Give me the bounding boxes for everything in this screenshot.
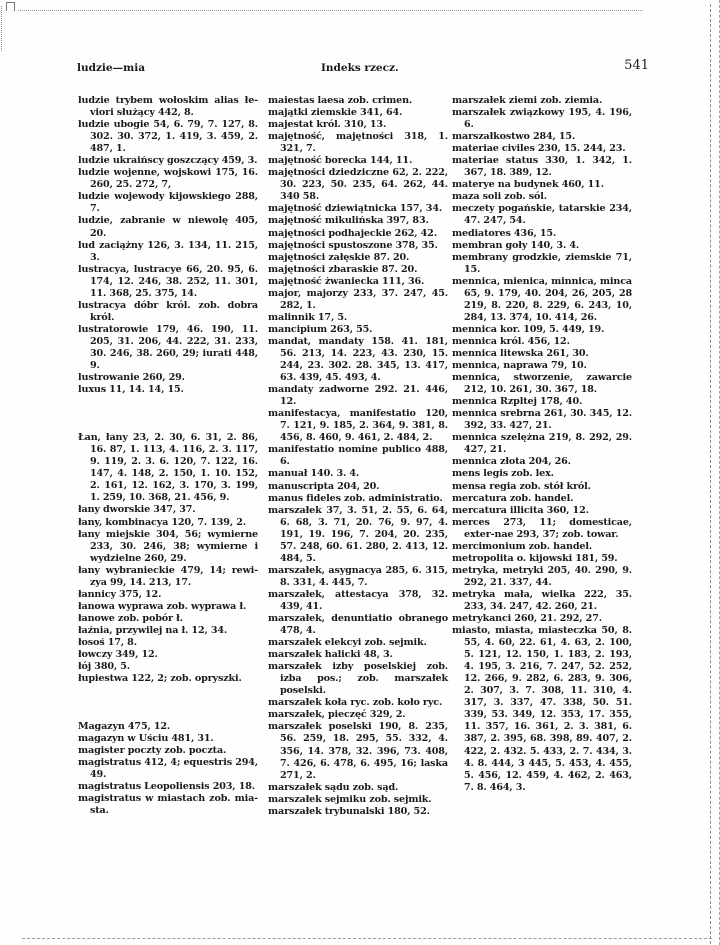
index-entry: marszałek trybunalski 180, 52. [268,805,430,817]
index-entry: materiae civiles 230, 15. 244, 23. [452,143,626,155]
index-entry: manus fideles zob. administratio. [268,492,443,504]
index-entry: metropolita o. kijowski 181, 59. [452,552,618,564]
index-entry: mensa regia zob. stół król. [452,480,591,492]
index-entry: miasto, miasta, miasteczka 50, 8. 55, 4. 60, 22. 61, 4. 63, 2. 100, 5. 121, 12. 150, 1. 183, 2. 193, 4. 195, 3. 216, 7. 247, 52. 252, 12. 266, 9. 282, 6. 283, 9. 306, 2. 307, 3. 7. 308, 11. 310, 4. 317, 3. 337, 47. 338, 50. 51. 339, 53. 349, 12. 353, 17. 355, 11. 357, 16. 361, 2. 3. 381, 6. 387, 2. 395, 68. 398, 89. 407, 2. 422, 2. 432. 5. 433, 2. 7. 434, 3. 4. 8. 444, 3 445, 5. 453, 4. 455, 5. 456, 12. 459, 4. 462, 2. 463, 7. 8. 464, 3. [452,625,632,793]
index-entry: lustratorowie 179, 46. 190, 11. 205, 31. 206, 44. 222, 31. 233, 30. 246, 38. 260, 29; iurati 448, 9. [78,323,258,372]
index-entry: marszałek izby poselskiej zob. izba pos.; zob. marszałek poselski. [268,661,448,697]
index-entry: marszałek 37, 3. 51, 2. 55, 6. 64, 6. 68, 3. 71, 20. 76, 9. 97, 4. 191, 19. 196, 7. 204, 20. 235, 57. 248, 60. 61. 280, 2. 413, 12. 484, 5. [268,504,448,564]
index-entry: łanowa wyprawa zob. wyprawa ł. [78,600,247,612]
index-entry: metryka, metryki 205, 40. 290, 9. 292, 21. 337, 44. [452,564,632,588]
index-entry: manuał 140. 3. 4. [268,468,360,480]
scan-border-top [18,10,643,11]
index-entry: majętności załęskie 87. 20. [268,251,410,263]
index-entry: łany, kombinacya 120, 7. 139, 2. [78,516,246,528]
index-entry: mennica, mienica, minnica, minca 65, 9. 179, 40. 204, 26, 205, 28 219, 8. 220, 8. 229, 6. 243, 10, 284, 13. 374, 10. 414, 26. [452,275,633,323]
index-entry: metryka mała, wielka 222, 35. 233, 34. 247, 42. 260, 21. [452,588,632,612]
index-entry: łaźnia, przywilej na ł. 12, 34. [78,624,228,636]
index-entry: mercimonium zob. handel. [452,540,593,552]
index-entry: majętność mikulińska 397, 83. [268,215,429,227]
letter-section-gap [78,685,258,721]
index-entry: majętność borecka 144, 11. [268,155,413,167]
index-entry: łosoś 17, 8. [78,636,137,648]
index-entry: membran goły 140, 3. 4. [452,239,580,251]
index-entry: marszałek, asygnacya 285, 6. 315, 8. 331, 4. 445, 7. [268,564,448,588]
index-entry: mandaty zadworne 292. 21. 446, 12. [268,384,448,408]
index-entry: mennica Rzpltej 178, 40. [452,396,583,408]
index-entry: magistratus 412, 4; equestris 294, 49. [78,757,258,781]
index-entry: marszałek, denuntiatio obranego 478, 4. [268,613,448,637]
index-entry: lustrowanie 260, 29. [78,372,185,384]
index-entry: lustracya dóbr król. zob. dobra król. [78,299,258,323]
index-entry: meczety pogańskie, tatarskie 234, 47. 247, 54. [452,203,632,227]
index-entry: lustracya, lustracye 66, 20. 95, 6. 174, 12. 246, 38. 252, 11. 301, 11. 368, 25. 375, 14. [78,263,258,299]
letter-section-gap [78,396,258,432]
index-entry: marszałek sądu zob. sąd. [268,781,399,793]
index-entry: mennica, stworzenie, zawarcie 212, 10. 261, 30. 367, 18. [452,372,632,396]
index-column-1 [78,95,258,818]
index-entry: majętność, majętności 318, 1. 321, 7. [268,131,448,155]
index-entry: ludzie ukraińscy goszczący 459, 3. [78,155,258,167]
index-entry: łany wybranieckie 479, 14; rewi-zya 99, 14. 213, 17. [78,564,258,588]
running-head-left: ludzie—mia [77,62,145,74]
index-entry: materiae status 330, 1. 342, 1. 367, 18. 389, 12. [452,155,632,179]
index-entry: mennica srebrna 261, 30. 345, 12. 392, 33. 427, 21. [452,408,632,432]
index-entry: łowczy 349, 12. [78,649,158,661]
entry-group [78,95,258,396]
index-entry: łupiestwa 122, 2; zob. opryszki. [78,673,242,685]
index-entry: magistratus Leopoliensis 203, 18. [78,781,255,793]
index-entry: łanowe zob. pobór ł. [78,612,183,624]
index-entry: mens legis zob. lex. [452,468,554,480]
index-entry: manifestatio nomine publico 488, 6. [268,444,448,468]
index-entry: maiestas laesa zob. crimen. [268,95,413,106]
index-entry: magister poczty zob. poczta. [78,745,227,757]
index-entry: marszałek elekcyi zob. sejmik. [268,637,427,649]
index-entry: mennica szelężna 219, 8. 292, 29. 427, 21. [452,432,632,456]
index-entry: marszałek halicki 48, 3. [268,649,393,661]
index-entry: mancipium 263, 55. [268,323,373,335]
index-entry: mediatores 436, 15. [452,227,557,239]
scan-corner-mark [6,2,15,11]
index-entry: majętności zbaraskie 87. 20. [268,263,418,275]
index-entry: ludzie wojewody kijowskiego 288, 7. [78,191,258,215]
index-entry: Magazyn 475, 12. [78,721,171,733]
page-header [77,58,652,78]
index-entry: marszałkostwo 284, 15. [452,131,576,143]
index-entry: ludzie, zabranie w niewolę 405, 20. [78,215,258,239]
index-entry: majętności spustoszone 378, 35. [268,239,438,251]
scan-border-right-inner [710,4,711,944]
index-entry: mennica, naprawa 79, 10. [452,360,587,372]
index-entry: major, majorzy 233, 37. 247, 45. 282, 1. [268,287,448,311]
index-entry: magistratus w miastach zob. mia-sta. [78,793,258,817]
index-entry: metrykanci 260, 21. 292, 27. [452,613,602,625]
index-entry: mennica król. 456, 12. [452,335,570,347]
index-entry: mandat, mandaty 158. 41. 181, 56. 213, 14. 223, 43. 230, 15. 244, 23. 302. 28. 345, 13. 417, 63. 439, 45. 493, 4. [268,335,448,384]
index-entry: łój 380, 5. [78,661,130,673]
entry-group [78,721,258,817]
index-entry: magazyn w Uściu 481, 31. [78,733,214,745]
index-entry: marszałek ziemi zob. ziemia. [452,95,603,106]
index-entry: majętność dziewiątnicka 157, 34. [268,203,443,215]
index-entry: malinnik 17, 5. [268,311,348,323]
index-entry: marszałek, attestacya 378, 32. 439, 41. [268,588,448,612]
index-entry: łany dworskie 347, 37. [78,504,196,516]
index-entry: merces 273, 11; domesticae, exter-nae 293, 37; zob. towar. [452,516,632,540]
index-entry: ludzie trybem wołoskim alias łe-viori służący 442, 8. [78,95,258,119]
index-entry: manifestacya, manifestatio 120, 7. 121, 9. 185, 2. 364, 9. 381, 8. 456, 8. 460, 9. 461, 2. 484, 2. [268,408,448,444]
scan-border-bottom [22,938,712,939]
index-entry: ludzie ubogie 54, 6. 79, 7. 127, 8. 302. 30. 372, 1. 419, 3. 459, 2. 487, 1. [78,119,258,155]
index-entry: mennica litewska 261, 30. [452,347,589,359]
index-entry: materye na budynek 460, 11. [452,179,604,191]
index-entry: majątki ziemskie 341, 64. [268,107,403,119]
index-entry: marszałek koła ryc. zob. koło ryc. [268,697,443,709]
page-number: 541 [624,58,649,73]
index-entry: marszałek związkowy 195, 4. 196, 6. [452,107,632,131]
index-entry: majętności dziedziczne 62, 2. 222, 30. 223, 50. 235, 64. 262, 44. 340 58. [268,167,448,203]
index-entry: mennica złota 204, 26. [452,456,571,468]
index-entry: mercatura illicita 360, 12. [452,504,589,516]
index-entry: ludzie wojenne, wojskowi 175, 16. 260, 25. 272, 7, [78,167,258,191]
index-entry: mercatura zob. handel. [452,492,574,504]
index-entry: lud zaciążny 126, 3. 134, 11. 215, 3. [78,239,258,263]
index-entry: maza soli zob. sól. [452,191,547,203]
index-entry: marszałek poselski 190, 8. 235, 56. 259, 18. 295, 55. 332, 4. 356, 14. 378, 32. 396, 73. 408, 7. 426, 6. 478, 6. 495, 16; laska 271, 2. [268,721,448,781]
index-entry: luxus 11, 14. 14, 15. [78,384,184,396]
index-entry: majętności podhajeckie 262, 42. [268,227,437,239]
index-column-2 [268,95,448,818]
index-entry: majętność żwaniecka 111, 36. [268,275,425,287]
index-entry: marszałek sejmiku zob. sejmik. [268,793,432,805]
index-entry: Łan, łany 23, 2. 30, 6. 31, 2. 86, 16. 87, 1. 113, 4. 116, 2. 3. 117, 9. 119, 2. 3. 6. 120, 7. 122, 16. 147, 4. 148, 2. 150, 1. 10. 152, 2. 161, 12. 162, 3. 170, 3. 199, 1. 259, 10. 368, 21. 456, 9. [78,432,258,504]
index-entry: membrany grodzkie, ziemskie 71, 15. [452,251,632,275]
index-entry: majestat król. 310, 13. [268,119,387,131]
entry-group [78,432,258,685]
entry-group [268,95,448,818]
index-entry: łany miejskie 304, 56; wymierne 233, 30. 246, 38; wymierne i wydzielne 260, 29. [78,528,258,564]
scan-border-left [1,6,2,51]
index-entry: manuscripta 204, 20. [268,480,380,492]
running-head-center: Indeks rzecz. [321,62,399,74]
entry-group [452,95,632,794]
index-entry: łannicy 375, 12. [78,588,162,600]
index-column-3 [452,95,632,794]
index-entry: mennica kor. 109, 5. 449, 19. [452,323,605,335]
index-entry: marszałek, pieczęć 329, 2. [268,709,406,721]
